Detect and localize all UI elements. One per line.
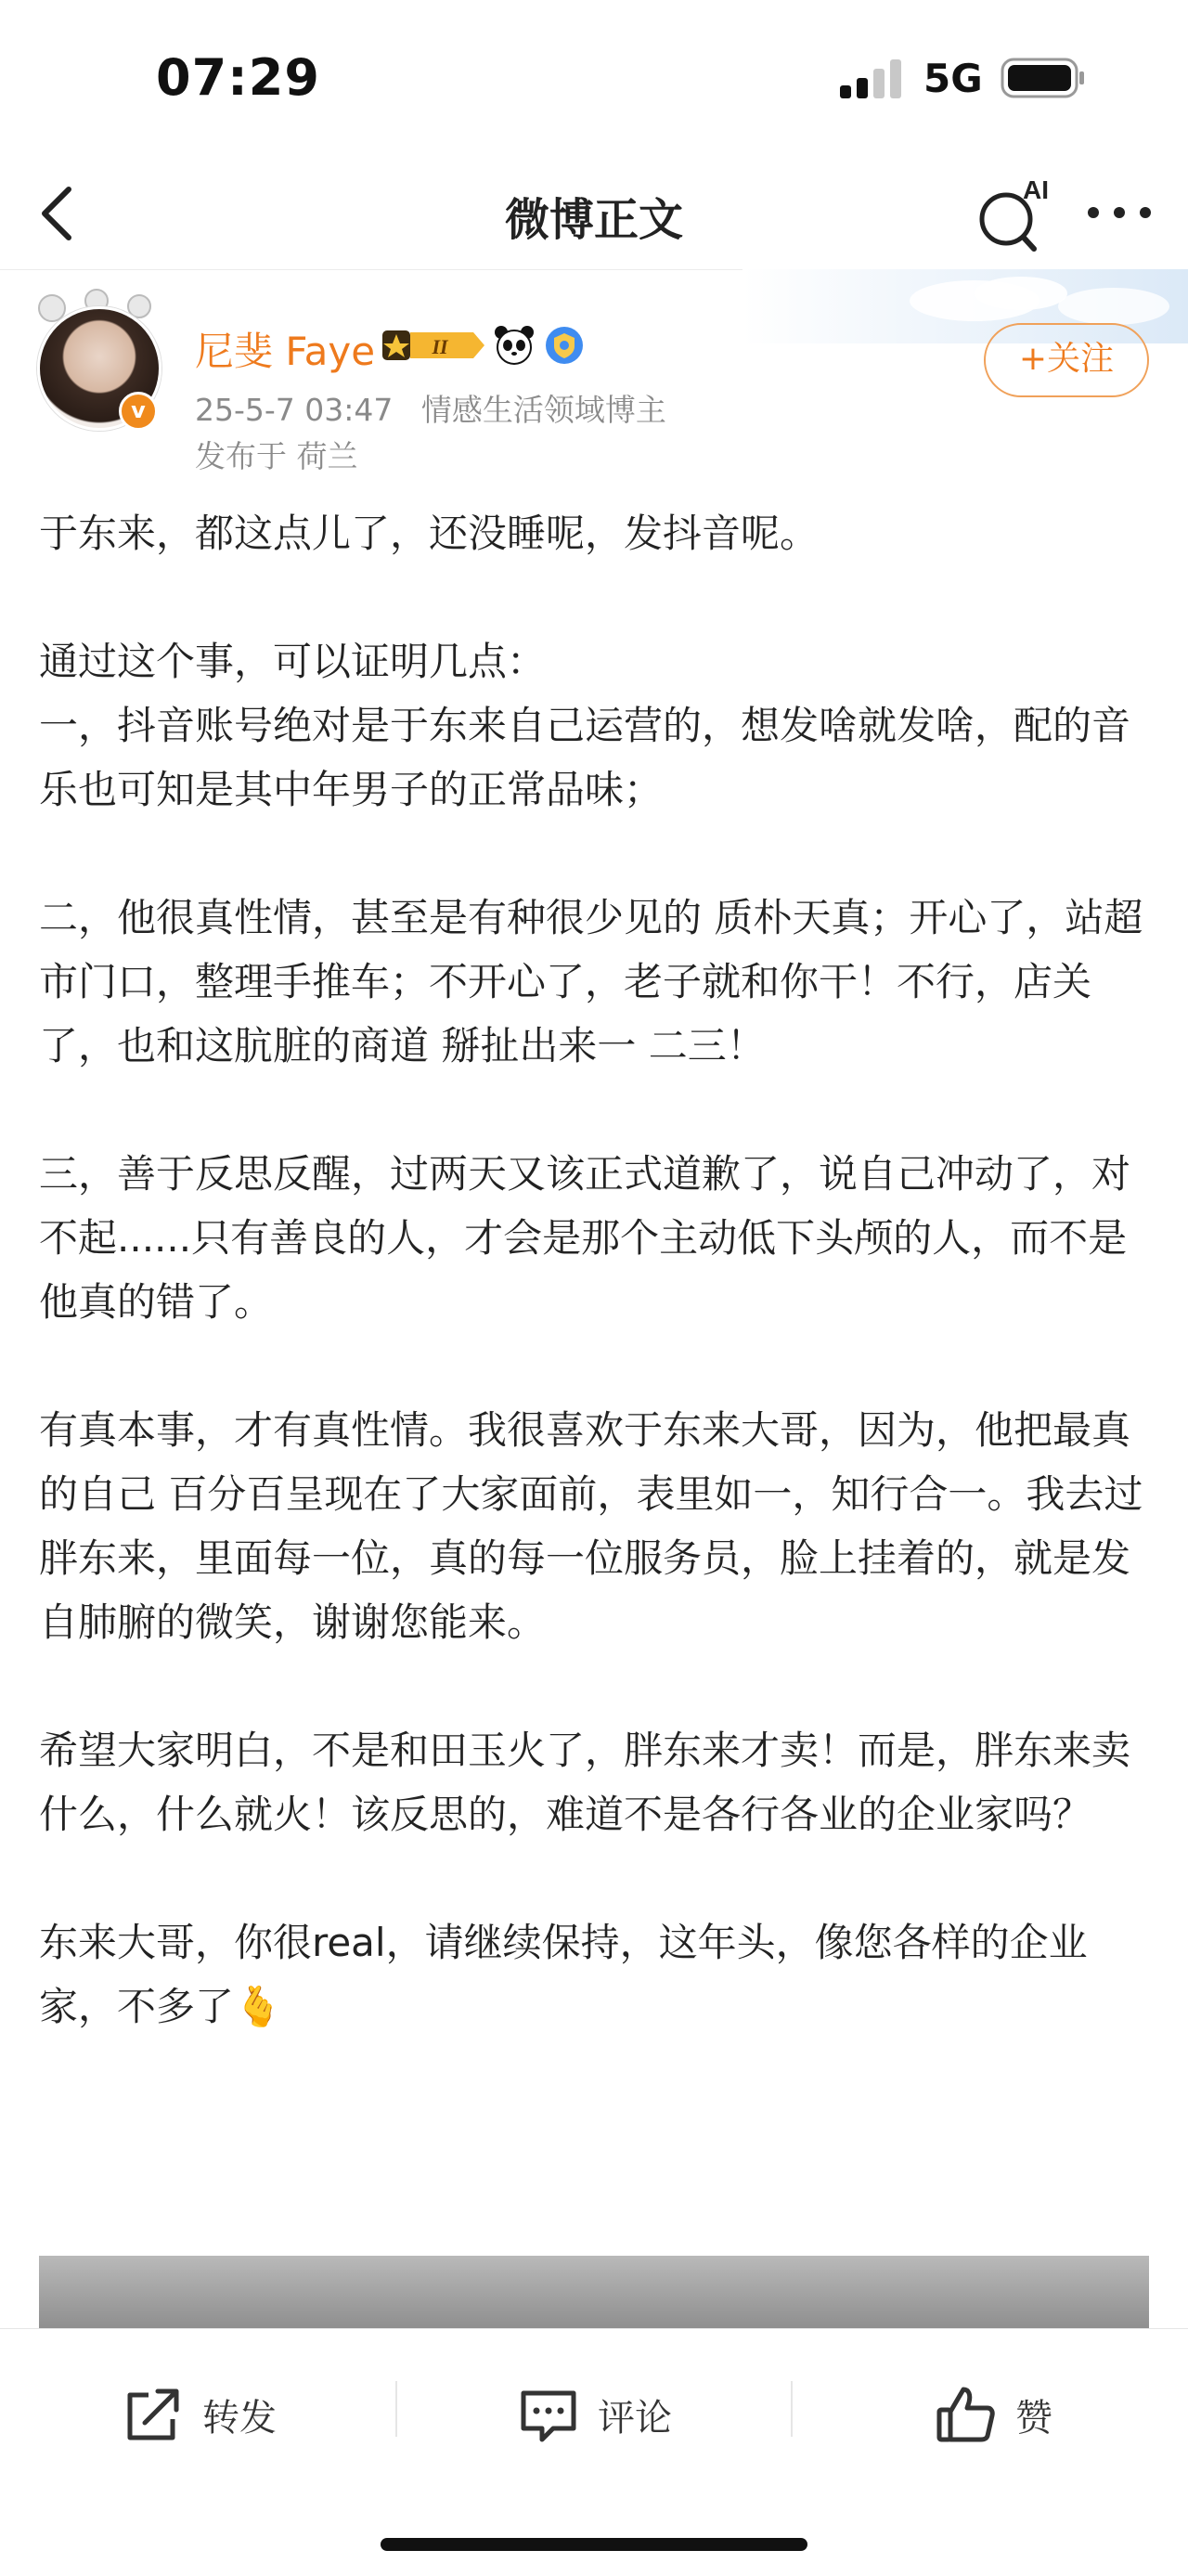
divider [791, 2381, 793, 2437]
status-time: 07:29 [156, 48, 320, 107]
back-arrow-icon[interactable] [26, 178, 91, 249]
battery-icon [1001, 58, 1086, 98]
level-badge-icon [382, 325, 486, 366]
post-image[interactable] [39, 2256, 1149, 2330]
comment-button[interactable] [516, 2377, 672, 2452]
home-indicator[interactable] [381, 2538, 807, 2551]
author-name[interactable]: 尼斐 Faye [195, 329, 376, 374]
post-paragraph-4: 二，他很真性情，甚至是有种很少见的 质朴天真；开心了，站超市门口，整理手推车；不开心了，老子就和你干！不行，店关了，也和这肮脏的商道 掰扯出来一 二三！ [39, 895, 1143, 1068]
status-bar [0, 0, 1188, 158]
author-role: 情感生活领域博主 [420, 392, 666, 428]
panda-icon [492, 323, 536, 368]
author-header [0, 278, 1188, 483]
comment-icon [516, 2382, 581, 2447]
vip-shield-icon [544, 325, 585, 366]
divider [395, 2381, 397, 2437]
verified-badge-icon: v [119, 392, 158, 431]
network-type: 5G [923, 56, 983, 101]
cellular-signal-icon [840, 59, 907, 98]
post-paragraph-6: 有真本事，才有真性情。我很喜欢于东来大哥，因为，他把最真的自己 百分百呈现在了大家面前，表里如一，知行合一。我去过胖东来，里面每一位，真的每一位服务员，脸上挂着的，就是发自肺腑的微笑，谢谢您能来。 [39, 1407, 1143, 1645]
more-options-icon[interactable] [1084, 189, 1155, 236]
ai-label: AI [1023, 175, 1049, 204]
post-meta [195, 386, 685, 430]
post-paragraph-5: 三，善于反思反醒，过两天又该正式道歉了，说自己冲动了，对不起......只有善良的人，才会是那个主动低下头颅的人，而不是他真的错了。 [39, 1151, 1131, 1325]
nav-bar [0, 158, 1188, 270]
ai-search-icon[interactable] [973, 171, 1056, 254]
comment-label: 评论 [598, 2396, 672, 2440]
post-paragraph-2: 通过这个事，可以证明几点： [39, 639, 547, 684]
post-paragraph-1: 于东来，都这点儿了，还没睡呢，发抖音呢。 [39, 511, 820, 556]
post-paragraph-3: 一，抖音账号绝对是于东来自己运营的，想发啥就发啥，配的音乐也可知是其中年男子的正常品味； [39, 703, 1131, 812]
post-paragraph-7: 希望大家明白，不是和田玉火了，胖东来才卖！而是，胖东来卖什么，什么就火！该反思的，难道不是各行各业的企业家吗？ [39, 1728, 1131, 1837]
post-location: 发布于 荷兰 [195, 438, 358, 474]
like-label: 赞 [1015, 2396, 1052, 2440]
repost-icon [121, 2382, 186, 2447]
repost-label: 转发 [202, 2396, 277, 2440]
follow-button[interactable]: +关注 [984, 323, 1149, 397]
level-text: II [432, 335, 448, 358]
repost-button[interactable] [121, 2377, 277, 2452]
page-title: 微博正文 [504, 194, 683, 246]
post-paragraph-8: 东来大哥，你很real，请继续保持，这年头，像您各样的企业家，不多了🫰 [39, 1920, 1088, 2029]
like-button[interactable] [934, 2377, 1052, 2452]
post-date: 25-5-7 03:47 [195, 392, 394, 428]
action-bar [0, 2328, 1188, 2576]
post-body [39, 501, 1153, 2103]
thumbs-up-icon [934, 2382, 999, 2447]
